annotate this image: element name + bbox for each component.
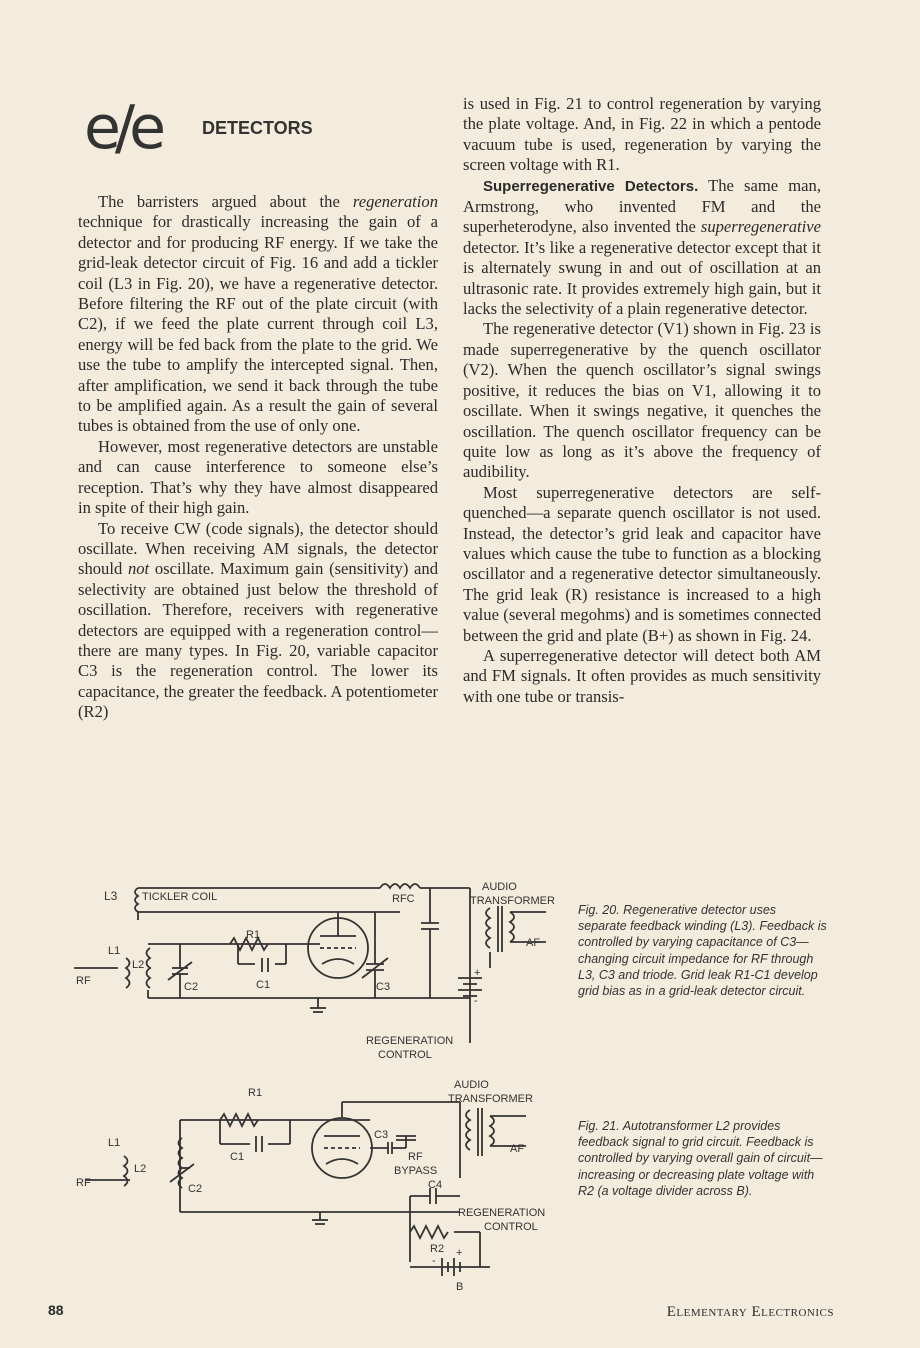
paragraph-text: is used in Fig. 21 to control regeneration by varying the plate voltage. And, in Fig. 22 in which a pentode vacuum tube is used, regeneration by varying the screen voltage with R1. bbox=[463, 94, 821, 175]
section-title: DETECTORS bbox=[202, 118, 313, 138]
fig21-c2-label: C2 bbox=[188, 1183, 203, 1195]
fig21-rf-bypass-label-2: BYPASS bbox=[394, 1165, 438, 1177]
fig21-rf-label: RF bbox=[76, 1177, 91, 1189]
fig20-regeneration-label: REGENERATION bbox=[366, 1035, 454, 1047]
fig21-regeneration-label: REGENERATION bbox=[458, 1207, 546, 1219]
fig20-plus-label: + bbox=[474, 967, 481, 979]
left-column-paragraph bbox=[78, 519, 438, 723]
fig20-minus-label: - bbox=[474, 995, 478, 1007]
fig20-l3-label: L3 bbox=[104, 889, 118, 903]
italic-term: not bbox=[127, 559, 150, 579]
fig21-transformer-label: TRANSFORMER bbox=[448, 1093, 533, 1105]
paragraph-text: detector. It’s like a regenerative detector except that it is alternately swung in and out of oscillation at an ultrasonic rate. It provides extremely high gain, but it lacks the selectivity of a plain regenerative detector. bbox=[463, 237, 821, 319]
subhead: Superregenerative Detectors. bbox=[483, 177, 699, 195]
right-column bbox=[463, 94, 821, 707]
fig20-c1-label: C1 bbox=[256, 979, 271, 991]
paragraph-text: technique for drastically increasing the gain of a detector and for producing RF energy. If we take the grid-leak detector circuit of Fig. 16 and add a tickler coil (L3 in Fig. 20), we have a regenerative detector. Before filtering the RF out of the plate circuit (with C2), if we feed the plate current through coil L3, energy will be fed back from the plate to the grid. We use the tube to amplify the intercepted signal. Then, after amplification, we send it back through the tube to be amplified again. As a result the gain of several tubes is obtained from the use of only one. bbox=[78, 212, 438, 436]
fig21-plus-label: + bbox=[456, 1247, 463, 1259]
paragraph-text: The same man, Armstrong, who invented FM and the superheterodyne, also invented the bbox=[463, 175, 821, 237]
fig21-rf-bypass-label-1: RF bbox=[408, 1151, 423, 1163]
italic-term: regeneration bbox=[352, 192, 438, 211]
fig20-af-label: AF bbox=[526, 937, 541, 949]
fig20-control-label: CONTROL bbox=[378, 1049, 432, 1061]
left-column bbox=[78, 192, 438, 723]
paragraph-text: The regenerative detector (V1) shown in Fig. 23 is made superregenerative by the quench oscillator (V2). When the quench oscillator’s signal swings positive, it reduces the bias on V1, allowing it to oscillate. When it swings negative, it quenches the oscillation. The quench oscillator frequency can be quite low as long as it’s above the frequency of audibility. bbox=[463, 319, 821, 482]
left-column-paragraph bbox=[78, 192, 438, 437]
right-column-paragraph bbox=[463, 94, 821, 176]
fig20-l2-label: L2 bbox=[132, 959, 145, 971]
fig21-c1-label: C1 bbox=[230, 1151, 245, 1163]
fig21-minus-label: - bbox=[432, 1255, 436, 1267]
paragraph-text: The barristers argued about the bbox=[98, 192, 353, 211]
fig20-schematic bbox=[70, 868, 570, 1068]
fig21-af-label: AF bbox=[510, 1143, 525, 1155]
fig21-r2-label: R2 bbox=[430, 1243, 445, 1255]
fig20-audio-label: AUDIO bbox=[482, 881, 517, 893]
fig20-c2-label: C2 bbox=[184, 981, 199, 993]
paragraph-text: oscillate. Maximum gain (sensitivity) and selectivity are obtained just below the threshold of oscillation. Therefore, receivers with regenerative detectors are equipped with a regeneration control—there are many types. In Fig. 20, variable capacitor C3 is the regeneration control. The lower its capacitance, the greater the feedback. A potentiometer (R2) bbox=[78, 559, 439, 722]
fig20-r1-label: R1 bbox=[246, 929, 261, 941]
fig20-rfc-label: RFC bbox=[392, 893, 415, 905]
ee-logo: e/e bbox=[84, 93, 161, 163]
fig21-audio-label: AUDIO bbox=[454, 1079, 489, 1091]
fig21-schematic bbox=[70, 1072, 570, 1302]
fig20-rf-label: RF bbox=[76, 975, 91, 987]
fig21-c4-label: C4 bbox=[428, 1179, 443, 1191]
fig21-caption: Fig. 21. Autotransformer L2 provides feedback signal to grid circuit. Feedback is controlled by varying overall gain of circuit—increasing or decreasing plate voltage with R2 (a voltage divider across B). bbox=[578, 1119, 823, 1198]
left-column-paragraph bbox=[78, 437, 438, 519]
running-footer: Elementary Electronics bbox=[666, 1304, 834, 1320]
fig21-r1-label: R1 bbox=[248, 1087, 263, 1099]
right-column-paragraph bbox=[463, 646, 821, 707]
fig21-l1-label: L1 bbox=[108, 1137, 121, 1149]
right-column-paragraph bbox=[463, 483, 821, 646]
right-column-paragraph bbox=[463, 319, 821, 482]
fig20-caption: Fig. 20. Regenerative detector uses separate feedback winding (L3). Feedback is controlled by varying capacitance of C3—changing circuit impedance for RF through L3, C3 and triode. Grid leak R1-C1 develop grid bias as in a grid-leak detector circuit. bbox=[578, 903, 827, 999]
right-column-paragraph bbox=[463, 176, 821, 320]
italic-term: superregenerative bbox=[700, 217, 821, 237]
fig20-tickler-label: TICKLER COIL bbox=[142, 891, 218, 903]
paragraph-text: To receive CW (code signals), the detector should oscillate. When receiving AM signals, the detector should bbox=[78, 518, 438, 579]
paragraph-text: However, most regenerative detectors are unstable and can cause interference to someone else’s reception. That’s why they have almost disappeared in spite of their high gain. bbox=[78, 436, 438, 518]
fig21-l2-label: L2 bbox=[134, 1163, 147, 1175]
fig20-transformer-label: TRANSFORMER bbox=[470, 895, 555, 907]
fig21-b-label: B bbox=[456, 1281, 464, 1293]
page-number: 88 bbox=[48, 1302, 64, 1318]
fig20-c3-label: C3 bbox=[376, 981, 391, 993]
fig21-control-label: CONTROL bbox=[484, 1221, 538, 1233]
fig21-c3-label: C3 bbox=[374, 1129, 389, 1141]
paragraph-text: Most superregenerative detectors are self-quenched—a separate quench oscillator is not used. Instead, the detector’s grid leak and capacitor have values which cause the tube to function as a blocking oscillator and a regenerative detector simultaneously. The grid leak (R) resistance is increased to a high value (several megohms) and is sometimes connected between the grid and plate (B+) as shown in Fig. 24. bbox=[463, 482, 821, 645]
paragraph-text: A superregenerative detector will detect both AM and FM signals. It often provides as much sensitivity with one tube or transis- bbox=[463, 645, 821, 706]
fig20-l1-label: L1 bbox=[108, 945, 121, 957]
